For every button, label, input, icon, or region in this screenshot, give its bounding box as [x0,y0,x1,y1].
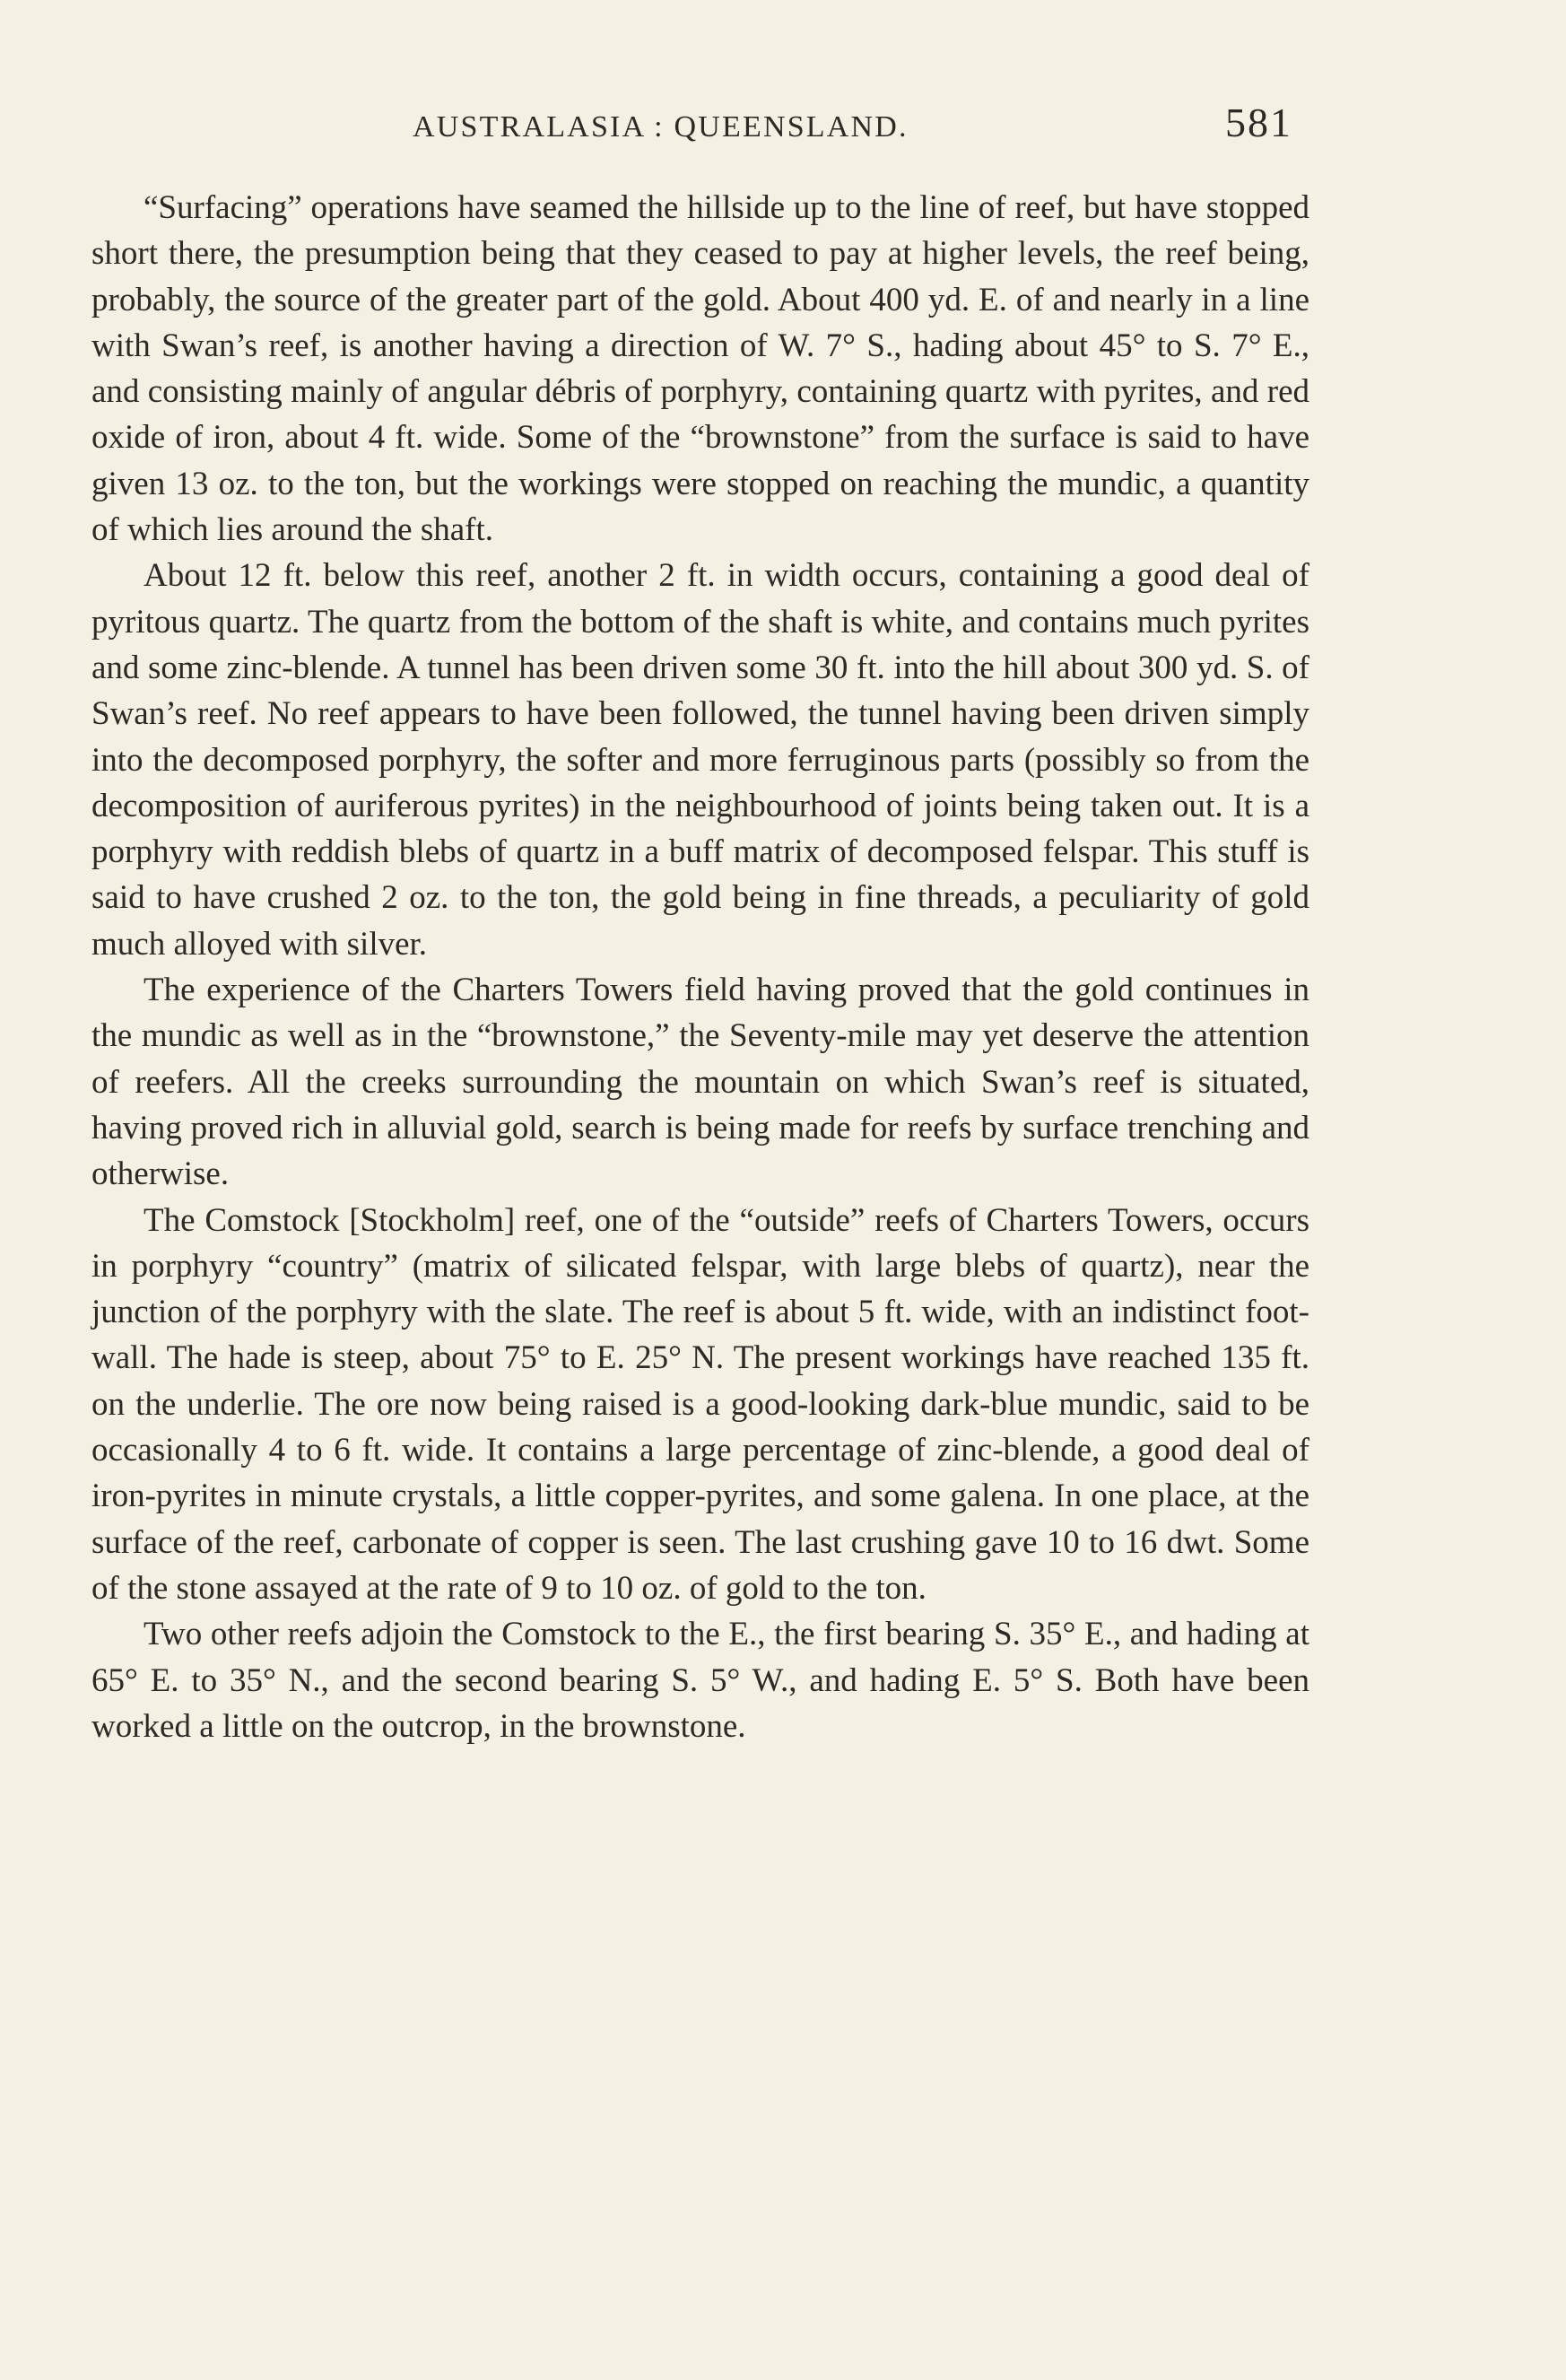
paragraph-1: “Surfacing” operations have seamed the hillside up to the line of reef, but have stopped short there, the presumption being that they ceased to pay at higher levels, the reef being, probably, the source of the greater part of the gold. About 400 yd. E. of and nearly in a line with Swan’s reef, is another having a direction of W. 7° S., hading about 45° to S. 7° E., and consisting mainly of angular débris of porphyry, containing quartz with pyrites, and red oxide of iron, about 4 ft. wide. Some of the “brownstone” from the surface is said to have given 13 oz. to the ton, but the workings were stopped on reaching the mundic, a quantity of which lies around the shaft. [91,189,1309,549]
page-number: 581 [1225,100,1292,145]
running-title: AUSTRALASIA : QUEENSLAND. [413,110,909,144]
paragraph-3: The experience of the Charters Towers field having proved that the gold continues in the mundic as well as in the “brownstone,” the Seventy-mile may yet deserve the attention of reefers. All the creeks surrounding the mountain on which Swan’s reef is situated, having proved rich in alluvial gold, search is being made for reefs by surface trenching and otherwise. [91,972,1309,1193]
paragraph-5: Two other reefs adjoin the Comstock to the E., the first bearing S. 35° E., and hading at 65° E. to 35° N., and the second bearing S. 5° W., and hading E. 5° S. Both have been worked a little on the outcrop, in the brownstone. [91,1616,1309,1745]
paragraph-4: The Comstock [Stockholm] reef, one of the “outside” reefs of Charters Towers, occurs in porphyry “country” (matrix of silicated felspar, with large blebs of quartz), near the junction of the porphyry with the slate. The reef is about 5 ft. wide, with an indistinct foot-wall. The hade is steep, about 75° to E. 25° N. The present workings have reached 135 ft. on the underlie. The ore now being raised is a good-looking dark-blue mundic, said to be occasionally 4 to 6 ft. wide. It contains a large percentage of zinc-blende, a good deal of iron-pyrites in minute crystals, a little copper-pyrites, and some galena. In one place, at the surface of the reef, carbonate of copper is seen. The last crushing gave 10 to 16 dwt. Some of the stone assayed at the rate of 9 to 10 oz. of gold to the ton. [91,1201,1309,1607]
body-text [91,185,1309,1749]
paragraph-2: About 12 ft. below this reef, another 2 ft. in width occurs, containing a good deal of pyritous quartz. The quartz from the bottom of the shaft is white, and contains much pyrites and some zinc-blende. A tunnel has been driven some 30 ft. into the hill about 300 yd. S. of Swan’s reef. No reef appears to have been followed, the tunnel having been driven simply into the decomposed porphyry, the softer and more ferruginous parts (possibly so from the decomposition of auriferous pyrites) in the neighbourhood of joints being taken out. It is a porphyry with reddish blebs of quartz in a buff matrix of decomposed felspar. This stuff is said to have crushed 2 oz. to the ton, the gold being in fine threads, a peculiarity of gold much alloyed with silver. [91,557,1309,963]
